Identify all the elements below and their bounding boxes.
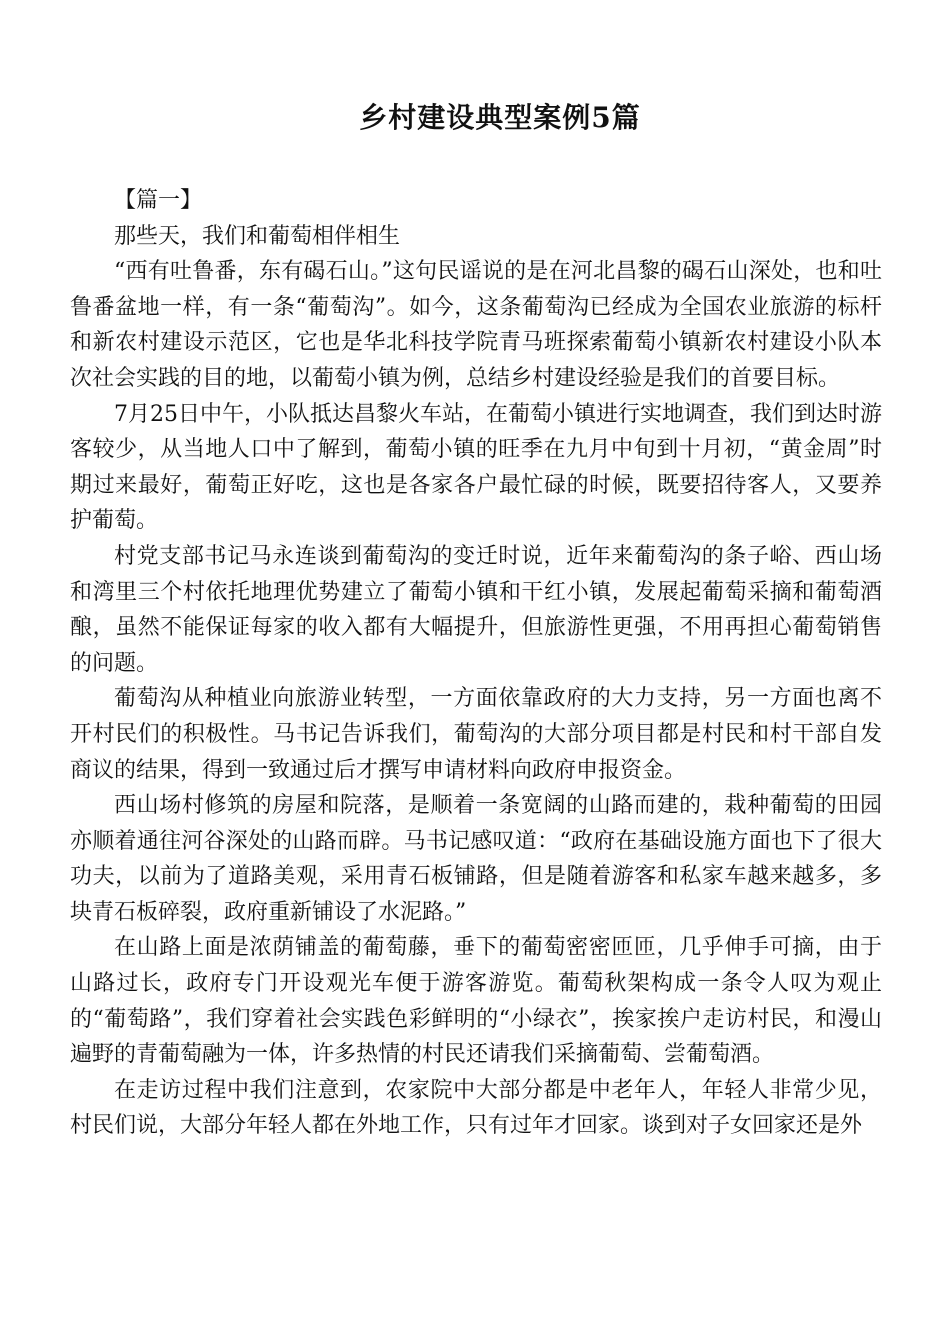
paragraph: 在走访过程中我们注意到，农家院中大部分都是中老年人，年轻人非常少见，村民们说，大部分年轻人都在外地工作，只有过年才回家。谈到对子女回家还是外 [70,1077,882,1139]
paragraph: 在山路上面是浓荫铺盖的葡萄藤，垂下的葡萄密密匝匝，几乎伸手可摘，由于山路过长，政府专门开设观光车便于游客游览。葡萄秋架构成一条令人叹为观止的“葡萄路”，我们穿着社会实践色彩鲜明的“小绿衣”，挨家挨户走访村民，和漫山遍野的青葡萄融为一体，许多热情的村民还请我们采摘葡萄、尝葡萄酒。 [70,935,882,1068]
article-subtitle: 那些天，我们和葡萄相伴相生 [114,223,401,249]
paragraph: 西山场村修筑的房屋和院落，是顺着一条宽阔的山路而建的，栽种葡萄的田园亦顺着通往河谷深处的山路而辟。马书记感叹道：“政府在基础设施方面也下了很大功夫，以前为了道路美观，采用青石板铺路，但是随着游客和私家车越来越多，多块青石板碎裂，政府重新铺设了水泥路。” [70,793,882,925]
paragraph: 7月25日中午，小队抵达昌黎火车站，在葡萄小镇进行实地调查，我们到达时游客较少，从当地人口中了解到，葡萄小镇的旺季在九月中旬到十月初，“黄金周”时期过来最好，葡萄正好吃，这也是各家各户最忙碌的时候，既要招待客人，又要养护葡萄。 [70,401,882,534]
document-title: 乡村建设典型案例5篇 [359,101,641,134]
paragraph: “西有吐鲁番，东有碣石山。”这句民谣说的是在河北昌黎的碣石山深处，也和吐鲁番盆地一样，有一条“葡萄沟”。如今，这条葡萄沟已经成为全国农业旅游的标杆和新农村建设示范区，它也是华北科技学院青马班探索葡萄小镇新农村建设小队本次社会实践的目的地，以葡萄小镇为例，总结乡村建设经验是我们的首要目标。 [70,259,882,391]
paragraph: 村党支部书记马永连谈到葡萄沟的变迁时说，近年来葡萄沟的条子峪、西山场和湾里三个村依托地理优势建立了葡萄小镇和干红小镇，发展起葡萄采摘和葡萄酒酿，虽然不能保证每家的收入都有大幅提升，但旅游性更强，不用再担心葡萄销售的问题。 [70,543,882,676]
paragraph: 葡萄沟从种植业向旅游业转型，一方面依靠政府的大力支持，另一方面也离不开村民们的积极性。马书记告诉我们，葡萄沟的大部分项目都是村民和村干部自发商议的结果，得到一致通过后才撰写申请材料向政府申报资金。 [70,686,882,783]
section-heading: 【篇一】 [114,188,203,213]
document-body [70,183,882,1144]
